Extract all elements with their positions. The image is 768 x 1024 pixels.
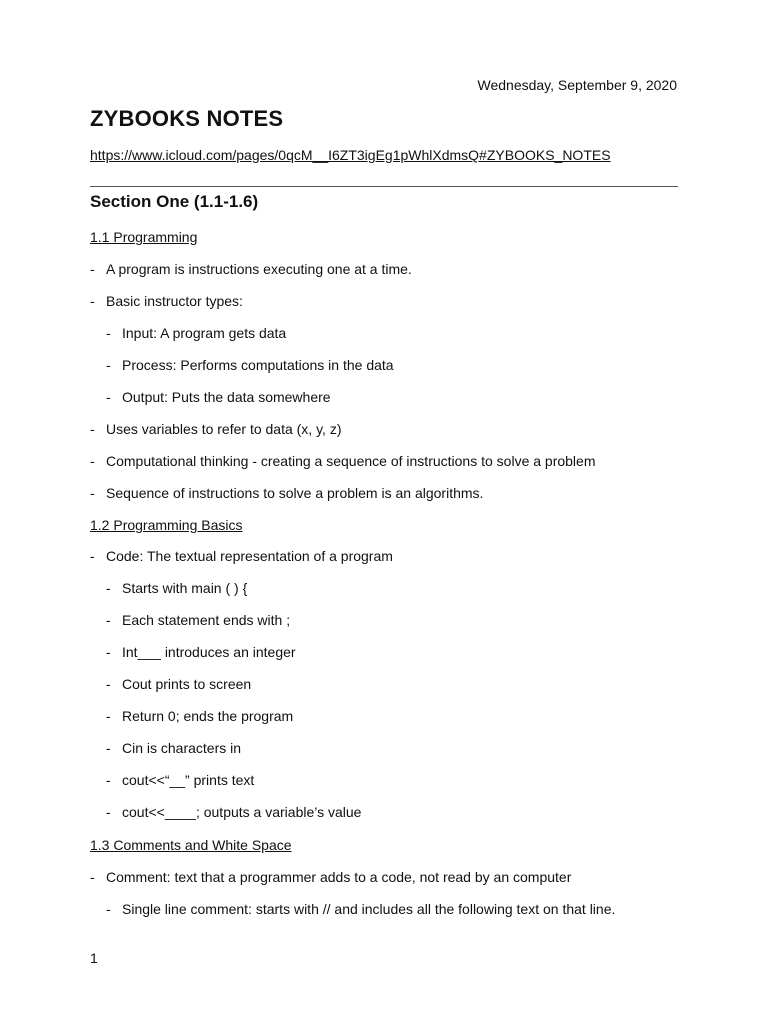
section-heading: Section One (1.1-1.6) bbox=[90, 192, 259, 211]
list-item-text: Uses variables to refer to data (x, y, z) bbox=[106, 421, 342, 437]
source-link[interactable]: https://www.icloud.com/pages/0qcM__I6ZT3igEg1pWhlXdmsQ#ZYBOOKS_NOTES bbox=[90, 147, 611, 163]
bullet-dash: - bbox=[106, 580, 111, 596]
list-item-text: Sequence of instructions to solve a problem is an algorithms. bbox=[106, 485, 484, 501]
bullet-dash: - bbox=[106, 708, 111, 724]
list-item-text: cout<<____; outputs a variable’s value bbox=[122, 804, 362, 820]
bullet-dash: - bbox=[106, 644, 111, 660]
list-item-text: Return 0; ends the program bbox=[122, 708, 294, 724]
list-item-text: A program is instructions executing one at a time. bbox=[106, 261, 412, 277]
divider bbox=[90, 186, 678, 187]
bullet-dash: - bbox=[106, 676, 111, 692]
bullet-dash: - bbox=[106, 772, 111, 788]
list-item bbox=[90, 292, 243, 310]
document-date: Wednesday, September 9, 2020 bbox=[477, 77, 677, 93]
list-item-text: Cout prints to screen bbox=[122, 676, 252, 692]
list-item bbox=[106, 900, 615, 918]
page-number: 1 bbox=[90, 950, 98, 966]
list-item bbox=[106, 579, 247, 597]
list-item bbox=[106, 771, 254, 789]
bullet-dash: - bbox=[106, 901, 111, 917]
bullet-dash: - bbox=[106, 804, 111, 820]
bullet-dash: - bbox=[90, 869, 95, 885]
list-item bbox=[106, 707, 293, 725]
list-item bbox=[90, 868, 571, 886]
bullet-dash: - bbox=[90, 453, 95, 469]
list-item-text: Each statement ends with ; bbox=[122, 612, 291, 628]
list-item bbox=[90, 484, 483, 502]
bullet-dash: - bbox=[90, 421, 95, 437]
bullet-dash: - bbox=[90, 261, 95, 277]
bullet-dash: - bbox=[106, 740, 111, 756]
list-item-text: cout<<“__” prints text bbox=[122, 772, 255, 788]
bullet-dash: - bbox=[106, 612, 111, 628]
list-item bbox=[106, 675, 251, 693]
list-item bbox=[106, 611, 290, 629]
list-item bbox=[90, 547, 393, 565]
list-item bbox=[90, 452, 596, 470]
bullet-dash: - bbox=[90, 485, 95, 501]
list-item bbox=[106, 324, 286, 342]
list-item-text: Single line comment: starts with // and includes all the following text on that line. bbox=[122, 901, 616, 917]
list-item-text: Input: A program gets data bbox=[122, 325, 287, 341]
subsection-heading-1-2: 1.2 Programming Basics bbox=[90, 517, 243, 533]
list-item bbox=[106, 356, 394, 374]
list-item-text: Starts with main ( ) { bbox=[122, 580, 248, 596]
list-item-text: Computational thinking - creating a sequence of instructions to solve a problem bbox=[106, 453, 596, 469]
list-item-text: Int___ introduces an integer bbox=[122, 644, 296, 660]
list-item bbox=[106, 739, 241, 757]
bullet-dash: - bbox=[106, 325, 111, 341]
bullet-dash: - bbox=[106, 389, 111, 405]
list-item bbox=[106, 388, 331, 406]
bullet-dash: - bbox=[90, 548, 95, 564]
bullet-dash: - bbox=[90, 293, 95, 309]
subsection-heading-1-3: 1.3 Comments and White Space bbox=[90, 837, 292, 853]
list-item-text: Code: The textual representation of a program bbox=[106, 548, 393, 564]
document-title: ZYBOOKS NOTES bbox=[90, 106, 284, 131]
list-item-text: Process: Performs computations in the data bbox=[122, 357, 394, 373]
subsection-heading-1-1: 1.1 Programming bbox=[90, 229, 198, 245]
list-item-text: Cin is characters in bbox=[122, 740, 242, 756]
list-item-text: Basic instructor types: bbox=[106, 293, 243, 309]
list-item-text: Output: Puts the data somewhere bbox=[122, 389, 331, 405]
list-item bbox=[90, 420, 342, 438]
list-item-text: Comment: text that a programmer adds to a code, not read by an computer bbox=[106, 869, 572, 885]
bullet-dash: - bbox=[106, 357, 111, 373]
list-item bbox=[106, 803, 361, 821]
list-item bbox=[106, 643, 296, 661]
list-item bbox=[90, 260, 412, 278]
